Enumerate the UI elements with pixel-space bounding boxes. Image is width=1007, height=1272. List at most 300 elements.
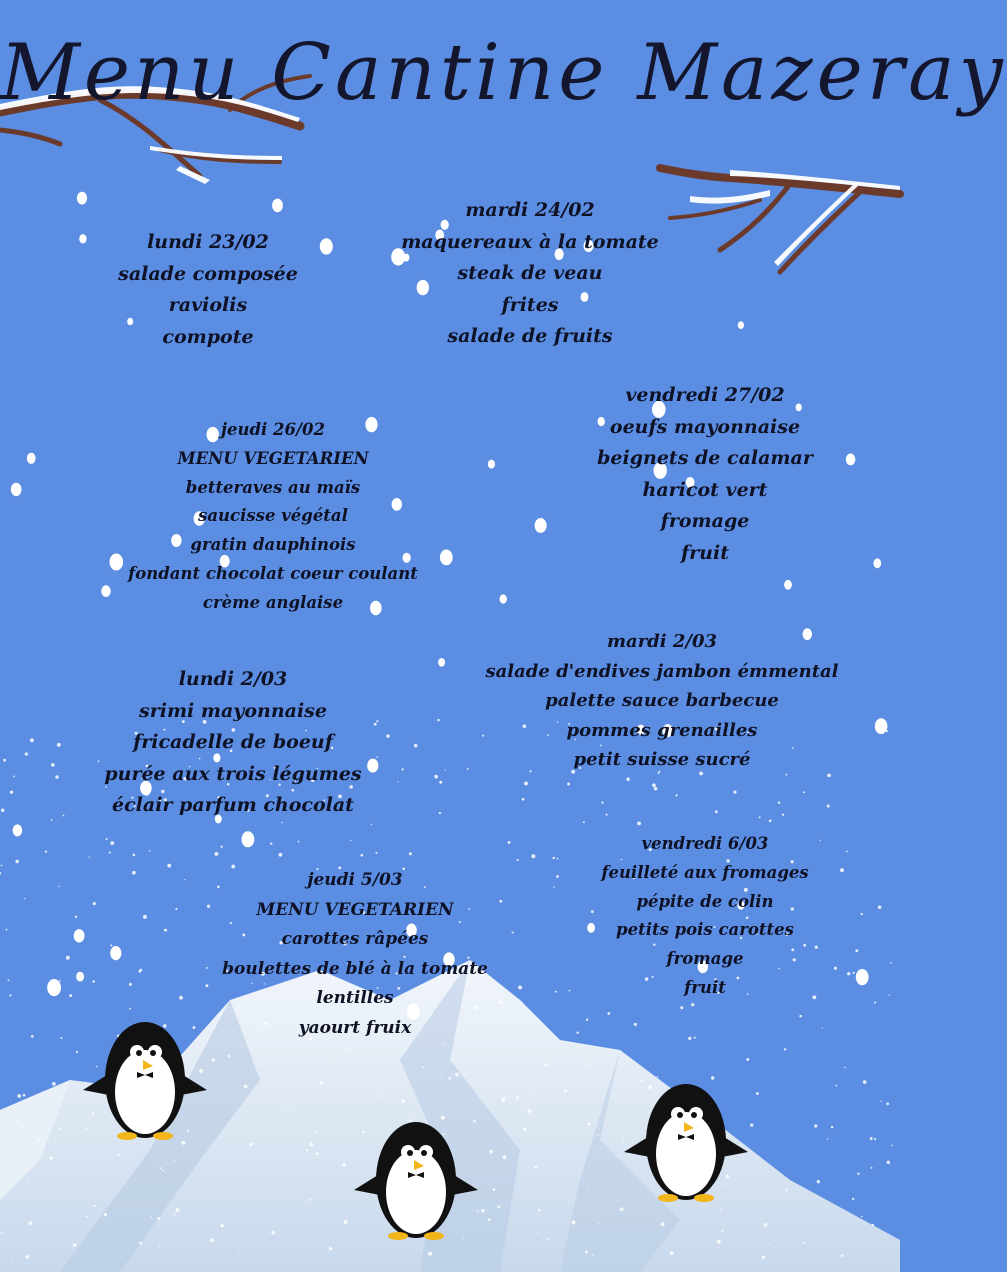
snow-speckle (110, 944, 112, 946)
snow-speckle (69, 994, 72, 997)
snow-speckle (836, 1085, 838, 1087)
menu-item: compote (162, 325, 254, 348)
snow-speckle (25, 752, 28, 755)
menu-item: MENU VEGETARIEN (177, 448, 369, 468)
snow-speckle (350, 840, 351, 841)
menu-item: srimi mayonnaise (139, 699, 327, 722)
day-block-lundi-23 (88, 227, 328, 353)
snow-speckle (298, 841, 300, 843)
snow-speckle (694, 1037, 696, 1039)
snow-speckle (1, 809, 5, 813)
snow-speckle (133, 854, 136, 857)
menu-item: gratin dauphinois (190, 535, 356, 555)
snow-speckle (174, 1160, 175, 1161)
snow-speckle (228, 1055, 230, 1057)
menu-item: carottes râpées (281, 929, 429, 949)
snow-speckle (271, 1231, 275, 1235)
snow-speckle (654, 787, 658, 791)
snow-speckle (890, 962, 892, 964)
menu-item: betteraves au maïs (185, 477, 361, 497)
snow-speckle (784, 1048, 786, 1050)
snowflake (272, 199, 283, 213)
snow-speckle (641, 1080, 643, 1082)
snow-speckle (756, 1092, 759, 1095)
snow-speckle (817, 1180, 820, 1183)
snow-speckle (799, 1015, 802, 1018)
snow-speckle (576, 1032, 578, 1034)
snow-speckle (888, 994, 889, 995)
snow-speckle (553, 857, 555, 859)
snow-speckle (29, 1221, 33, 1225)
snow-speckle (414, 744, 418, 748)
menu-item: salade d'endives jambon émmental (485, 660, 839, 682)
snow-speckle (553, 887, 554, 888)
snow-speckle (441, 1116, 445, 1120)
snow-speckle (73, 1243, 77, 1247)
day-block-mardi-2 (436, 627, 888, 775)
menu-item: raviolis (168, 294, 248, 316)
snow-speckle (841, 1254, 844, 1257)
snow-speckle (104, 1213, 107, 1216)
snow-speckle (362, 1131, 365, 1134)
snow-speckle (129, 1008, 131, 1010)
snow-speckle (524, 781, 528, 785)
snow-speckle (402, 768, 404, 770)
snow-speckle (874, 1002, 876, 1004)
day-heading: jeudi 5/03 (307, 870, 403, 890)
snow-speckle (85, 1127, 87, 1129)
snowflake (873, 558, 881, 568)
snow-speckle (15, 860, 19, 864)
snow-speckle (287, 1111, 288, 1112)
snow-speckle (282, 822, 283, 823)
snow-speckle (59, 886, 60, 887)
snow-speckle (93, 902, 96, 905)
snow-speckle (57, 743, 61, 747)
snow-speckle (55, 775, 59, 779)
snow-speckle (24, 898, 25, 899)
snowflake (500, 594, 507, 603)
menu-item: purée aux trois légumes (104, 762, 362, 785)
snow-speckle (538, 1209, 540, 1211)
snow-speckle (210, 1238, 214, 1242)
menu-item: MENU VEGETARIEN (256, 899, 454, 920)
menu-item: fricadelle de boeuf (133, 731, 333, 753)
snow-speckle (533, 1134, 535, 1136)
snow-speckle (652, 783, 656, 787)
snow-speckle (477, 1210, 479, 1212)
snow-speckle (861, 1216, 862, 1217)
day-heading: lundi 2/03 (178, 668, 288, 690)
snow-speckle (106, 838, 108, 840)
snow-speckle (870, 1137, 873, 1140)
day-heading: vendredi 27/02 (625, 384, 785, 406)
snow-speckle (597, 1135, 599, 1137)
snow-speckle (606, 814, 608, 816)
snowflake (242, 831, 255, 847)
snow-speckle (852, 1198, 854, 1200)
snow-speckle (887, 1161, 890, 1164)
snow-speckle (238, 1251, 239, 1252)
day-block-vendredi-27 (560, 380, 850, 569)
day-heading: vendredi 6/03 (641, 834, 769, 853)
menu-item: crème anglaise (202, 592, 344, 612)
snow-speckle (844, 1067, 845, 1068)
menu-item: éclair parfum chocolat (112, 794, 354, 816)
snow-speckle (648, 1085, 652, 1089)
snow-speckle (17, 1094, 21, 1098)
menu-item: fondant chocolat coeur coulant (128, 563, 418, 583)
snow-speckle (371, 824, 372, 825)
day-heading: mardi 2/03 (606, 631, 718, 652)
snow-speckle (863, 1080, 867, 1084)
snow-speckle (531, 854, 535, 858)
snow-speckle (517, 859, 519, 861)
snow-speckle (857, 1173, 859, 1175)
day-block-jeudi-26 (90, 416, 456, 618)
snow-speckle (250, 1143, 253, 1146)
snow-speckle (50, 1157, 53, 1160)
snow-speckle (891, 1144, 893, 1146)
snow-speckle (534, 1166, 537, 1169)
snow-speckle (270, 842, 272, 844)
day-block-mardi-24 (370, 195, 690, 353)
snow-speckle (555, 991, 557, 993)
snow-speckle (176, 1208, 180, 1212)
snow-speckle (746, 1058, 749, 1061)
snow-speckle (59, 980, 61, 982)
snow-speckle (465, 1073, 467, 1075)
snow-speckle (26, 1255, 29, 1258)
snow-speckle (637, 822, 641, 826)
snow-speckle (872, 1224, 874, 1226)
snow-speckle (1, 1232, 3, 1234)
snow-speckle (51, 763, 55, 767)
snow-speckle (441, 1076, 442, 1077)
menu-item: lentilles (316, 988, 394, 1008)
snow-speckle (725, 1184, 726, 1185)
snow-speckle (588, 1188, 589, 1189)
snow-speckle (138, 970, 141, 973)
snow-speckle (462, 1237, 463, 1238)
day-heading: lundi 23/02 (147, 231, 269, 253)
day-block-lundi-2 (70, 664, 396, 822)
snow-speckle (0, 872, 1, 874)
snow-speckle (118, 1154, 120, 1156)
snow-speckle (489, 1150, 493, 1154)
snow-speckle (157, 1217, 160, 1220)
snow-speckle (434, 775, 438, 779)
snowflake (11, 483, 22, 496)
snow-speckle (721, 1230, 723, 1232)
snow-speckle (92, 980, 95, 983)
snow-speckle (89, 857, 90, 858)
snow-speckle (309, 1143, 313, 1147)
menu-item: feuilleté aux fromages (601, 862, 809, 882)
snow-speckle (493, 1188, 496, 1191)
snow-speckle (598, 1223, 599, 1224)
snow-speckle (380, 1095, 382, 1097)
snow-speckle (762, 1256, 765, 1259)
snow-speckle (31, 1035, 34, 1038)
snow-speckle (547, 1238, 549, 1240)
snow-speckle (556, 875, 559, 878)
snow-speckle (194, 1191, 196, 1193)
snow-speckle (508, 841, 511, 844)
snow-speckle (782, 814, 784, 816)
snow-speckle (162, 1170, 164, 1172)
snow-speckle (880, 1100, 881, 1101)
menu-item: boulettes de blé à la tomate (222, 958, 488, 979)
snow-speckle (23, 1094, 26, 1097)
snow-speckle (244, 1085, 247, 1088)
snow-speckle (786, 1188, 788, 1190)
snowflake (535, 518, 547, 533)
snow-speckle (96, 1066, 98, 1068)
snow-speckle (657, 1076, 659, 1078)
snow-speckle (59, 1128, 61, 1130)
day-block-jeudi-5 (180, 866, 530, 1043)
day-block-vendredi-6 (560, 830, 850, 1003)
snow-speckle (139, 1242, 142, 1245)
snow-speckle (750, 1123, 753, 1126)
menu-item: pommes grenailles (566, 719, 758, 741)
snow-speckle (449, 1077, 452, 1080)
snow-speckle (279, 853, 283, 857)
snowflake (76, 972, 84, 982)
snow-speckle (481, 1209, 485, 1213)
snowflake (74, 929, 85, 942)
snow-speckle (874, 1138, 876, 1140)
snow-speckle (855, 949, 858, 952)
menu-item: oeufs mayonnaise (609, 415, 801, 438)
menu-item: fromage (666, 949, 744, 969)
snow-speckle (626, 777, 629, 780)
snow-speckle (528, 1109, 532, 1113)
snow-speckle (1, 865, 3, 867)
snow-speckle (571, 1135, 573, 1137)
snow-speckle (175, 908, 177, 910)
snowflake (27, 453, 36, 464)
snow-speckle (473, 1120, 476, 1123)
snow-speckle (822, 1027, 823, 1028)
snow-speckle (544, 1063, 547, 1066)
snow-speckle (759, 816, 761, 818)
menu-item: petits pois carottes (616, 920, 794, 940)
menu-title: Menu Cantine Mazeray (0, 28, 1007, 118)
snowflake (77, 192, 87, 205)
menu-item: fromage (660, 510, 750, 532)
snow-speckle (592, 1254, 594, 1256)
snow-speckle (6, 929, 8, 931)
snow-speckle (342, 1163, 345, 1166)
snow-speckle (439, 812, 441, 814)
snow-speckle (503, 1155, 507, 1159)
snow-speckle (401, 1100, 404, 1103)
snow-speckle (455, 1073, 459, 1077)
menu-item: pépite de colin (636, 891, 774, 911)
snow-speckle (149, 850, 151, 852)
snow-speckle (333, 1059, 335, 1061)
snow-speckle (187, 1130, 189, 1132)
snow-speckle (502, 1097, 505, 1100)
snow-speckle (814, 1124, 817, 1127)
snow-speckle (535, 1090, 536, 1091)
snow-speckle (27, 1178, 28, 1179)
snow-speckle (764, 1223, 768, 1227)
snow-speckle (329, 1247, 332, 1250)
snow-speckle (636, 1087, 637, 1088)
snow-speckle (769, 819, 772, 822)
snowflake (488, 460, 495, 469)
snow-speckle (214, 852, 218, 856)
menu-item: fruit (681, 541, 729, 564)
snow-speckle (163, 1024, 167, 1028)
snow-speckle (428, 1252, 432, 1256)
day-heading: jeudi 26/02 (221, 420, 325, 439)
snow-speckle (150, 1216, 152, 1218)
snow-speckle (221, 846, 223, 848)
menu-item: frites (501, 293, 559, 316)
snow-speckle (853, 972, 855, 974)
snow-speckle (557, 858, 559, 860)
snow-speckle (320, 1081, 323, 1084)
snow-speckle (212, 1058, 215, 1061)
snow-speckle (711, 1076, 714, 1079)
snow-speckle (422, 1066, 424, 1068)
snow-speckle (585, 1251, 588, 1254)
menu-item: saucisse végétal (198, 506, 348, 526)
snow-speckle (76, 1051, 78, 1053)
snow-speckle (778, 801, 780, 803)
snow-speckle (827, 805, 830, 808)
snow-speckle (93, 1205, 95, 1207)
snowflake (47, 979, 61, 996)
snow-speckle (409, 852, 412, 855)
snow-speckle (497, 1205, 500, 1208)
snow-speckle (315, 1131, 317, 1133)
menu-item: steak de veau (457, 262, 603, 284)
snow-speckle (688, 1037, 691, 1040)
snow-speckle (717, 1240, 721, 1244)
snow-speckle (691, 1003, 694, 1006)
snow-speckle (409, 1119, 412, 1122)
snow-speckle (86, 1215, 88, 1217)
snow-speckle (733, 791, 736, 794)
snowflake (13, 824, 23, 836)
snow-speckle (803, 791, 805, 793)
snow-speckle (309, 1199, 311, 1201)
snow-speckle (878, 906, 881, 909)
snow-speckle (132, 871, 136, 875)
snow-speckle (676, 794, 678, 796)
snow-speckle (3, 759, 6, 762)
snow-speckle (109, 851, 111, 853)
snow-speckle (38, 1139, 40, 1141)
snow-speckle (120, 1151, 122, 1153)
snow-speckle (633, 1079, 634, 1080)
snow-speckle (587, 1123, 590, 1126)
menu-item: maquereaux à la tomate (401, 230, 659, 253)
snow-speckle (110, 841, 114, 845)
snow-speckle (63, 815, 65, 817)
menu-item: haricot vert (642, 478, 768, 501)
menu-item: yaourt fruix (298, 1017, 412, 1038)
snow-speckle (75, 916, 77, 918)
snow-speckle (375, 852, 377, 854)
snow-speckle (680, 1006, 683, 1009)
snow-speckle (589, 1063, 591, 1065)
snow-speckle (488, 1218, 491, 1221)
snow-speckle (831, 1126, 833, 1128)
snow-speckle (397, 781, 398, 782)
snow-speckle (623, 1140, 625, 1142)
snowflake (79, 234, 86, 243)
snow-speckle (13, 776, 15, 778)
snow-speckle (661, 1222, 665, 1226)
snow-speckle (522, 798, 525, 801)
snow-speckle (92, 1112, 94, 1114)
snow-speckle (167, 864, 171, 868)
snow-speckle (181, 1141, 185, 1145)
snow-speckle (55, 1140, 56, 1141)
snow-speckle (316, 1152, 319, 1155)
snow-speckle (9, 994, 11, 996)
snow-speckle (159, 1246, 161, 1248)
snow-speckle (886, 1102, 889, 1105)
snow-speckle (516, 1096, 519, 1099)
snow-speckle (345, 1049, 346, 1050)
snow-speckle (306, 1149, 308, 1151)
snow-speckle (572, 1220, 576, 1224)
snow-speckle (52, 1082, 56, 1086)
snowflake (784, 580, 792, 590)
snow-speckle (523, 1128, 526, 1131)
snow-speckle (51, 819, 53, 821)
snow-speckle (159, 1167, 161, 1169)
snow-speckle (861, 913, 863, 915)
snowflake (738, 321, 744, 329)
snow-speckle (30, 738, 34, 742)
snow-speckle (8, 980, 10, 982)
snow-speckle (715, 810, 718, 813)
snow-speckle (415, 1249, 416, 1250)
snow-speckle (21, 1126, 23, 1128)
snow-speckle (12, 1259, 13, 1260)
snowflake (856, 969, 869, 985)
snow-speckle (620, 1207, 624, 1211)
snow-speckle (360, 854, 363, 857)
snow-speckle (344, 1220, 348, 1224)
menu-item: beignets de calamar (597, 447, 813, 469)
snow-speckle (535, 1232, 537, 1234)
menu-item: salade de fruits (447, 325, 613, 347)
snow-speckle (439, 781, 442, 784)
snow-speckle (601, 802, 603, 804)
snow-speckle (871, 1167, 873, 1169)
snow-speckle (60, 1037, 62, 1039)
snow-speckle (221, 1224, 224, 1227)
snow-speckle (143, 915, 147, 919)
snow-speckle (670, 1251, 674, 1255)
snow-speckle (720, 1209, 721, 1210)
snow-speckle (199, 1069, 203, 1073)
menu-item: salade composée (118, 262, 298, 285)
snow-speckle (564, 1089, 567, 1092)
menu-item: palette sauce barbecue (545, 690, 779, 711)
snow-speckle (164, 929, 167, 932)
snow-speckle (803, 1242, 805, 1244)
